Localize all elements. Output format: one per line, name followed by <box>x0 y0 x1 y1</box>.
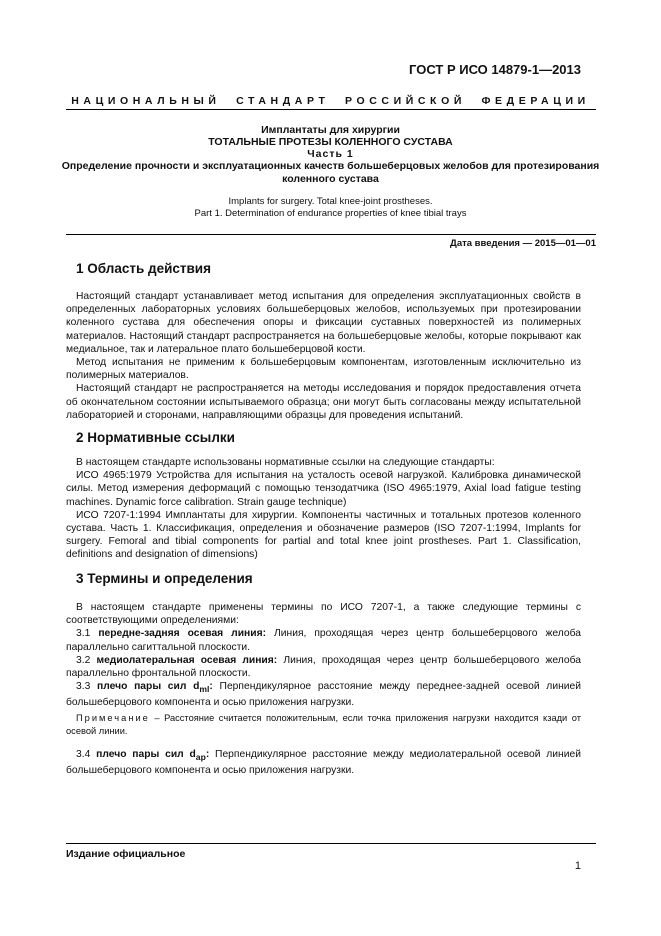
term-3-2 <box>66 654 581 680</box>
official-edition-label: Издание официальное <box>66 848 186 860</box>
section-2-paragraph: В настоящем стандарте использованы нормативные ссылки на следующие стандарты: <box>76 457 495 468</box>
term-3-1 <box>66 627 581 653</box>
term-name: плечо пары сил $d_{ap}$: <box>96 749 210 763</box>
page-number: 1 <box>574 860 581 872</box>
term-name: плечо пары сил $d_{ml}$: <box>97 681 213 695</box>
section-1-heading: 1 Область действия <box>76 261 211 276</box>
section-2-heading: 2 Нормативные ссылки <box>76 430 235 445</box>
title-part: Часть 1 <box>307 148 354 160</box>
title-line-2: ТОТАЛЬНЫЕ ПРОТЕЗЫ КОЛЕННОГО СУСТАВА <box>208 136 453 148</box>
term-name: медиолатеральная осевая линия: <box>96 654 278 666</box>
section-2-reference: ИСО 4965:1979 Устройства для испытания на усталость осевой нагрузкой. Калибровка динамической силы. Метод измерения деформаций с помощью тензодатчика (ISO 4965:1979, Axial load fatigue testing machines. Dynamic force calibration. Strain gauge technique) <box>66 470 581 508</box>
term-definition: Линия, проходящая через центр большеберцового желоба параллельно фронтальной плоскости. <box>66 654 581 680</box>
title-subtitle: Определение прочности и эксплуатационных качеств большеберцовых желобов для протезирования коленного сустава <box>61 160 600 185</box>
term-number: 3.3 <box>76 681 91 693</box>
term-3-3 <box>66 680 581 709</box>
term-definition: Перпендикулярное расстояние между переднее-задней осевой линией большеберцового компонента и осью приложения нагрузки. <box>66 681 581 709</box>
term-definition: Перпендикулярное расстояние между медиолатеральной осевой линией большеберцового компонента и осью приложения нагрузки. <box>66 749 581 777</box>
title-english-2: Part 1. Determination of endurance properties of knee tibial trays <box>194 208 467 219</box>
header-divider <box>66 109 596 110</box>
document-code: ГОСТ Р ИСО 14879-1—2013 <box>409 62 581 77</box>
section-3-paragraph: В настоящем стандарте применены термины по ИСО 7207-1, а также следующие термины с соответствующими определениями: <box>66 602 581 627</box>
term-name: передне-задняя осевая линия: <box>98 628 267 640</box>
section-1-paragraph: Настоящий стандарт не распространяется на методы исследования и порядок предоставления отчета об окончательном состоянии испытываемого образца; они могут быть согласованы между испытательной лабораторией и сторонами, направляющими образцы для проведения испытаний. <box>66 383 581 421</box>
term-subscript: ap <box>195 752 206 763</box>
section-1-body <box>66 290 581 422</box>
term-definition: Линия, проходящая через центр большеберцового желоба параллельно сагиттальной плоскости. <box>66 628 581 653</box>
national-standard-title: НАЦИОНАЛЬНЫЙ СТАНДАРТ РОССИЙСКОЙ ФЕДЕРАЦИИ <box>71 95 590 107</box>
introduction-date: Дата введения — 2015—01—01 <box>450 238 596 249</box>
title-divider <box>66 234 596 235</box>
note-block <box>66 712 581 738</box>
term-number: 3.4 <box>76 749 91 760</box>
term-3-4-block <box>66 748 581 777</box>
section-2-body <box>66 456 581 562</box>
title-line-1: Имплантаты для хирургии <box>261 124 400 136</box>
section-1-paragraph: Настоящий стандарт устанавливает метод испытания для определения эксплуатационных свойств в определенных лабораторных условиях большеберцовых желобов, используемых при протезировании коленного сустава для обеспечения опоры и фиксации суставных поверхностей из полимерных материалов. Настоящий стандарт распространяется на большеберцовые желобы, которые покрывают как медиальное, так и латеральное плато большеберцовой кости. <box>66 291 581 355</box>
title-english-1: Implants for surgery. Total knee-joint prostheses. <box>228 196 433 207</box>
term-3-4 <box>66 748 581 777</box>
note-label: Примечание <box>76 713 150 723</box>
term-number: 3.1 <box>76 628 91 640</box>
section-3-body <box>66 601 581 710</box>
section-1-paragraph: Метод испытания не применим к большеберцовым компонентам, изготовленным исключительно из полимерных материалов. <box>66 357 581 382</box>
term-subscript: ml <box>199 684 210 695</box>
section-3-heading: 3 Термины и определения <box>76 571 253 586</box>
footer-divider <box>66 843 596 844</box>
section-2-reference: ИСО 7207-1:1994 Имплантаты для хирургии. Компоненты частичных и тотальных протезов коленного сустава. Часть 1. Классификация, определения и обозначение размеров (ISO 7207-1:1994, Implants for surgery. Femoral and tibial components for partial and total knee joint prostheses. Part 1. Classification, definitions and designation of dimensions) <box>66 509 581 561</box>
note-text: – Расстояние считается положительным, если точка приложения нагрузки находится кзади от осевой линии. <box>66 713 581 737</box>
term-number: 3.2 <box>76 654 91 666</box>
